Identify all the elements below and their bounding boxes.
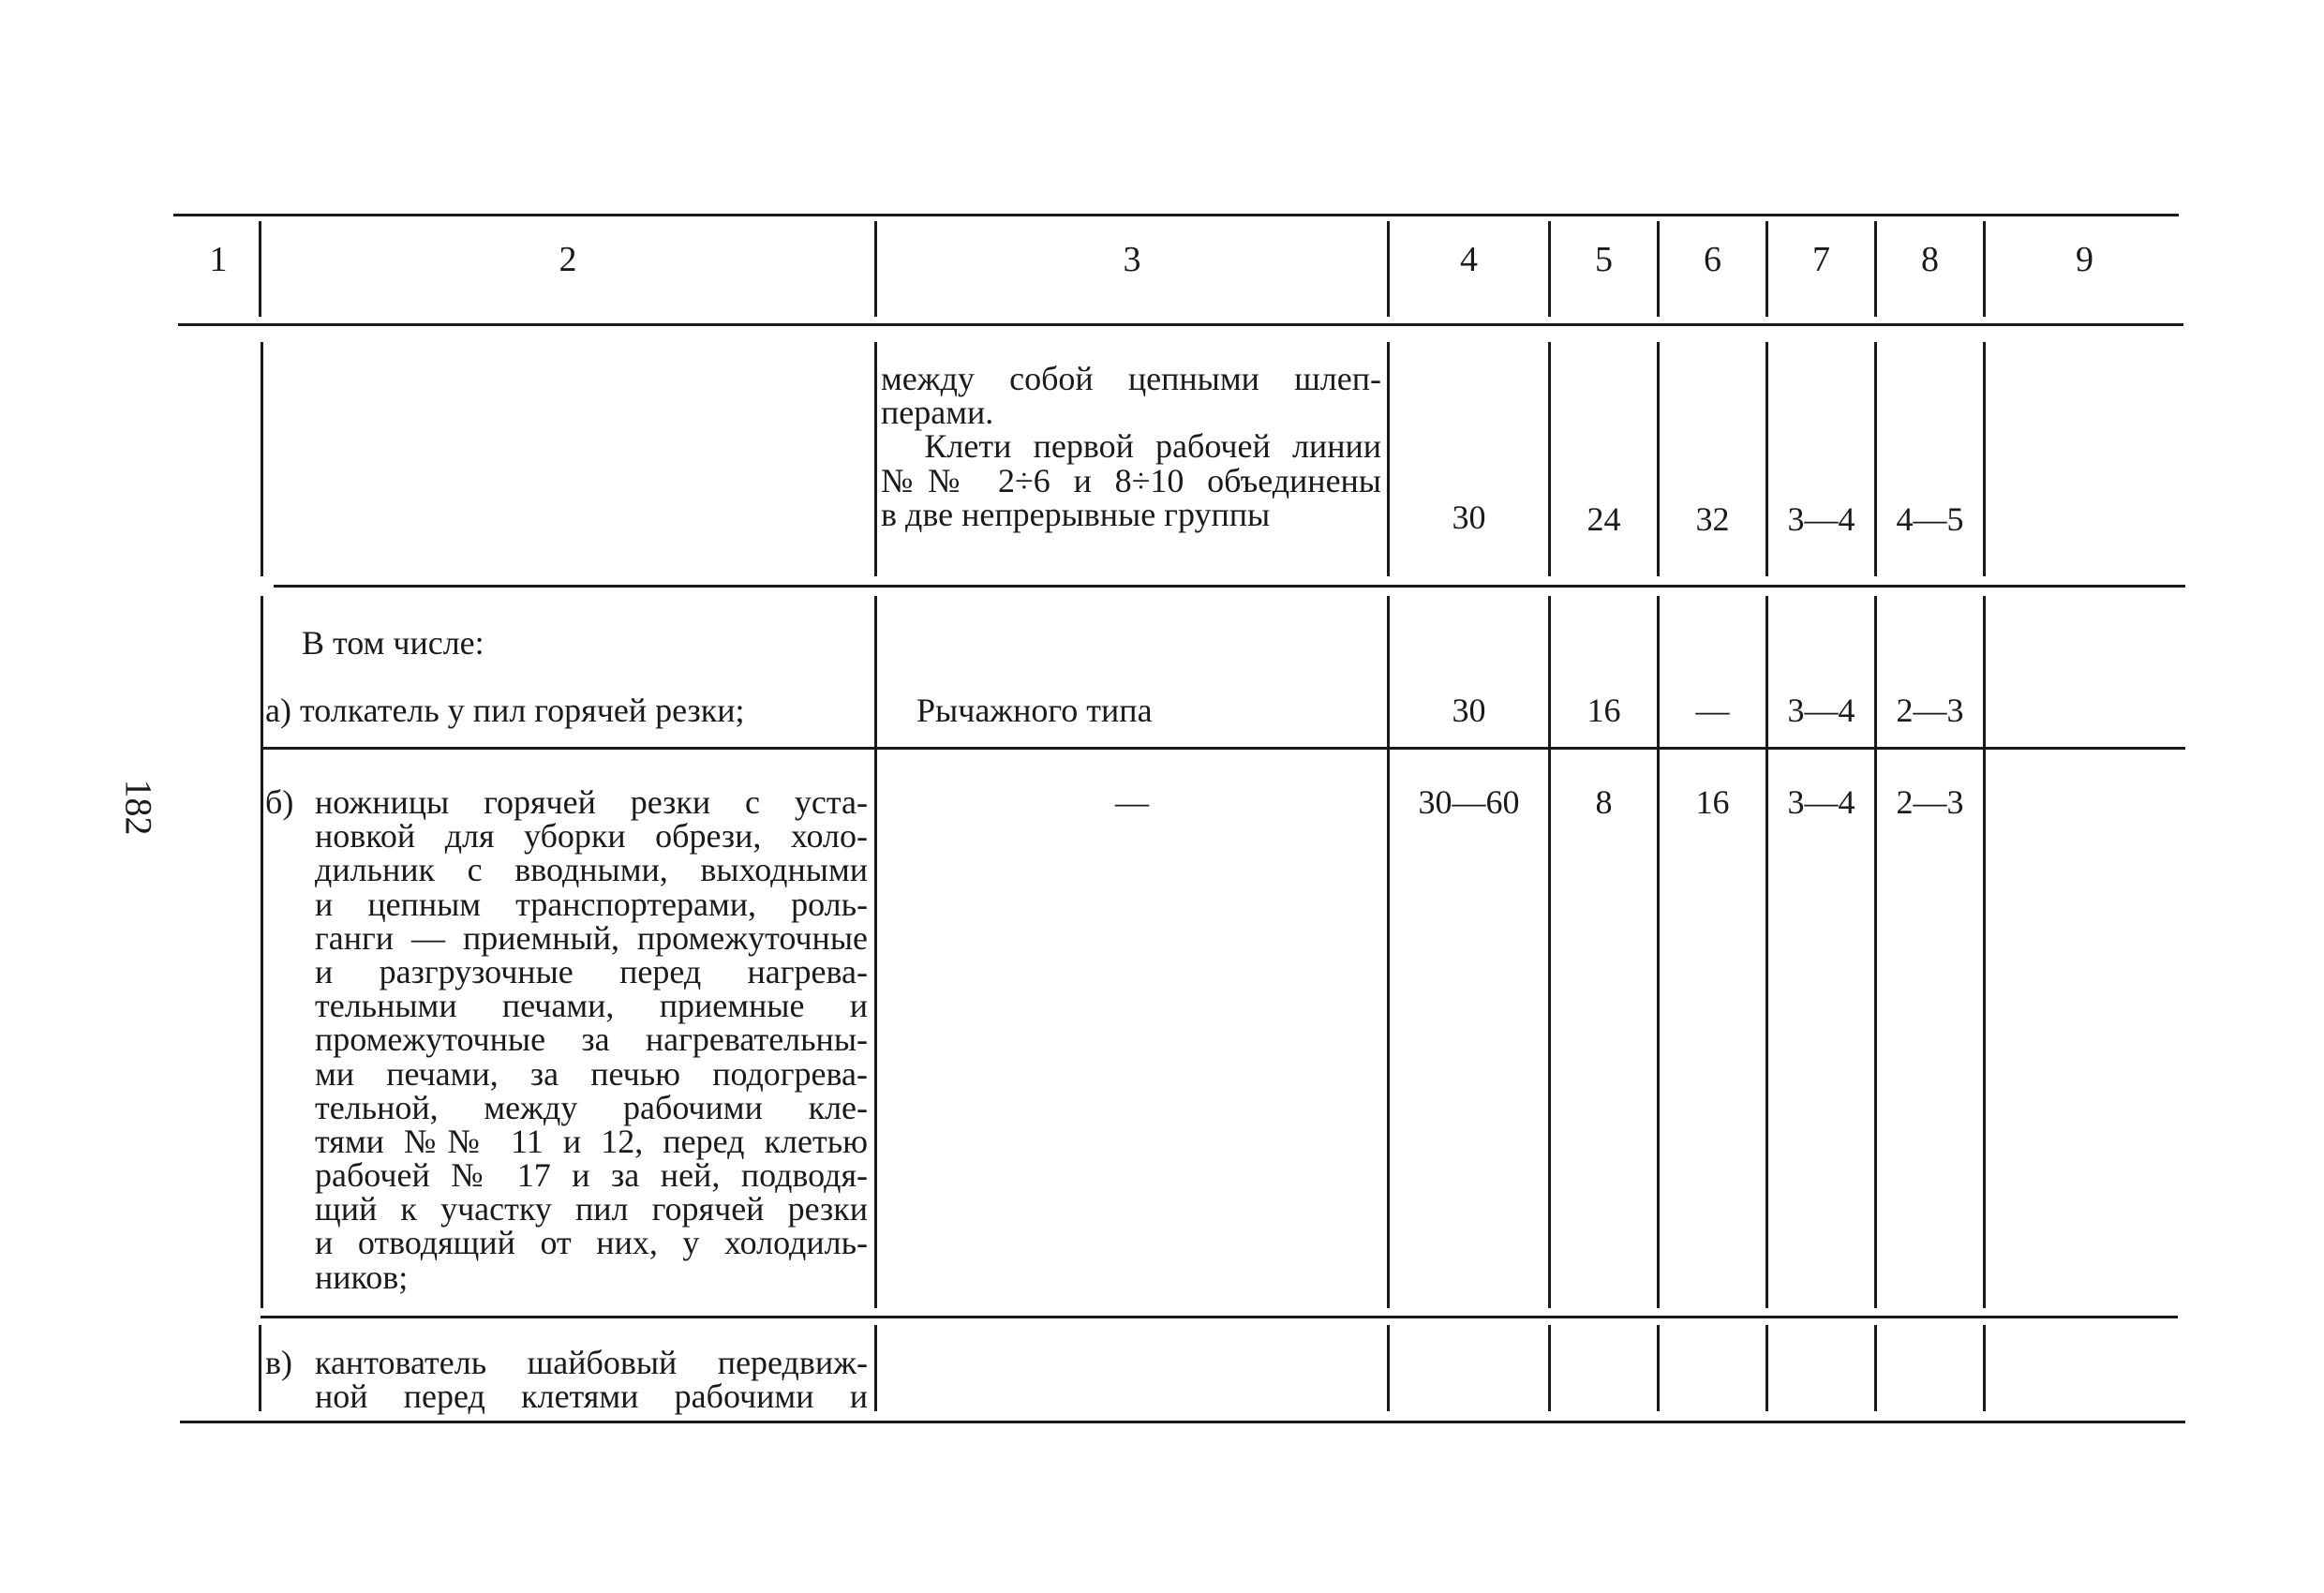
body-divider-2-row4 (874, 1325, 877, 1411)
header-col-6: 6 (1704, 240, 1721, 279)
row2-subheading: В том числе: (302, 624, 484, 662)
body-divider-8-row4 (1983, 1325, 1986, 1411)
row3-col3: — (1115, 783, 1149, 821)
body-divider-6-row1 (1765, 342, 1768, 576)
row2-col8: 2—3 (1896, 692, 1964, 729)
row3-col8: 2—3 (1896, 783, 1964, 821)
row1-col8: 4—5 (1896, 500, 1964, 538)
header-col-9: 9 (2076, 240, 2093, 279)
row1-col3-line: между собой цепными шлеп- (881, 360, 1381, 397)
row3-marker: б) (265, 783, 294, 821)
body-divider-5-row1 (1657, 342, 1660, 576)
row3-col2-line: дильник с вводными, выходными (315, 851, 868, 889)
row1-col5: 24 (1587, 500, 1621, 538)
body-divider-8-rows2-3 (1983, 596, 1986, 1308)
body-divider-5-row4 (1657, 1325, 1660, 1411)
row1-bottom-rule (274, 585, 2185, 588)
row4-col2-line: ной перед клетями рабочими и (315, 1377, 868, 1416)
row4-marker: в) (265, 1344, 292, 1381)
row2-col5: 16 (1587, 692, 1621, 729)
header-col-1: 1 (209, 240, 228, 279)
row1-col3-text (881, 362, 1381, 531)
body-divider-1-row1 (261, 342, 263, 576)
header-col-8: 8 (1921, 240, 1939, 279)
body-divider-3-row4 (1387, 1325, 1390, 1411)
row3-col2-line: и цепным транспортерами, роль- (315, 885, 868, 923)
row2-bottom-rule (261, 747, 2185, 750)
row1-col7: 3—4 (1787, 500, 1855, 538)
table-bottom-rule (180, 1421, 2185, 1423)
row3-col2-text (315, 785, 868, 1294)
row3-col2-line: и отводящий от них, у холодиль- (315, 1224, 868, 1262)
row3-col2-line: рабочей № 17 и за ней, подводя- (315, 1156, 868, 1195)
body-divider-1-row4 (259, 1325, 261, 1411)
row3-col2-line: щий к участку пил горячей резки (315, 1190, 868, 1228)
table-top-rule (173, 214, 2179, 216)
header-col-2: 2 (559, 240, 577, 279)
row3-col5: 8 (1595, 783, 1613, 821)
body-divider-6-row4 (1765, 1325, 1768, 1411)
row3-col2-line: ников; (315, 1258, 409, 1296)
row1-col3-line: №№ 2÷6 и 8÷10 объединены (881, 461, 1381, 499)
row3-col4: 30—60 (1418, 783, 1520, 821)
body-divider-4-row1 (1548, 342, 1551, 576)
body-divider-8-row1 (1983, 342, 1986, 576)
row3-col2-line: ми печами, за печью подогрева- (315, 1054, 868, 1093)
row3-col2-line: ножницы горячей резки с уста- (315, 783, 868, 821)
row4-col2-text (315, 1344, 868, 1416)
row1-col4: 30 (1452, 499, 1486, 536)
header-col-7: 7 (1812, 240, 1830, 279)
body-divider-4-row4 (1548, 1325, 1551, 1411)
row2-col7: 3—4 (1787, 692, 1855, 729)
body-divider-7-row4 (1874, 1325, 1877, 1411)
row3-bottom-rule (261, 1316, 2178, 1318)
page-number: 182 (117, 779, 160, 836)
row2-col2: а) толкатель у пил горячей резки; (265, 692, 745, 729)
row3-col2-line: промежуточные за нагревательны- (315, 1020, 868, 1059)
row3-col2-line: и разгрузочные перед нагрева- (315, 952, 868, 990)
row3-col7: 3—4 (1787, 783, 1855, 821)
row2-col4: 30 (1452, 692, 1486, 729)
row1-col3-line: Клети первой рабочей линии (881, 427, 1381, 466)
body-divider-2-row1 (874, 342, 877, 576)
row1-col6: 32 (1695, 500, 1730, 538)
row3-col2-line: тями №№ 11 и 12, перед клетью (315, 1122, 868, 1160)
row2-col6: — (1695, 692, 1730, 729)
row3-col2-line: новкой для уборки обрези, холо- (315, 817, 868, 856)
row1-col3-line: перами. (881, 394, 994, 432)
header-col-4: 4 (1460, 240, 1478, 279)
body-divider-2-rows2-3 (874, 596, 877, 1308)
header-col-5: 5 (1595, 240, 1613, 279)
header-bottom-rule (178, 323, 2183, 326)
row4-col2-line: кантователь шайбовый передвиж- (315, 1344, 868, 1381)
body-divider-3-row1 (1387, 342, 1390, 576)
row3-col2-line: тельной, между рабочими кле- (315, 1088, 868, 1126)
body-divider-7-row1 (1874, 342, 1877, 576)
row2-col3: Рычажного типа (916, 692, 1153, 729)
row3-col2-line: ганги — приемный, промежуточные (315, 918, 868, 957)
row1-col3-line: в две непрерывные группы (881, 495, 1271, 533)
row3-col6: 16 (1695, 783, 1730, 821)
header-col-3: 3 (1123, 240, 1141, 279)
body-divider-1-rows2-3 (261, 596, 263, 1308)
row3-col2-line: тельными печами, приемные и (315, 987, 868, 1025)
